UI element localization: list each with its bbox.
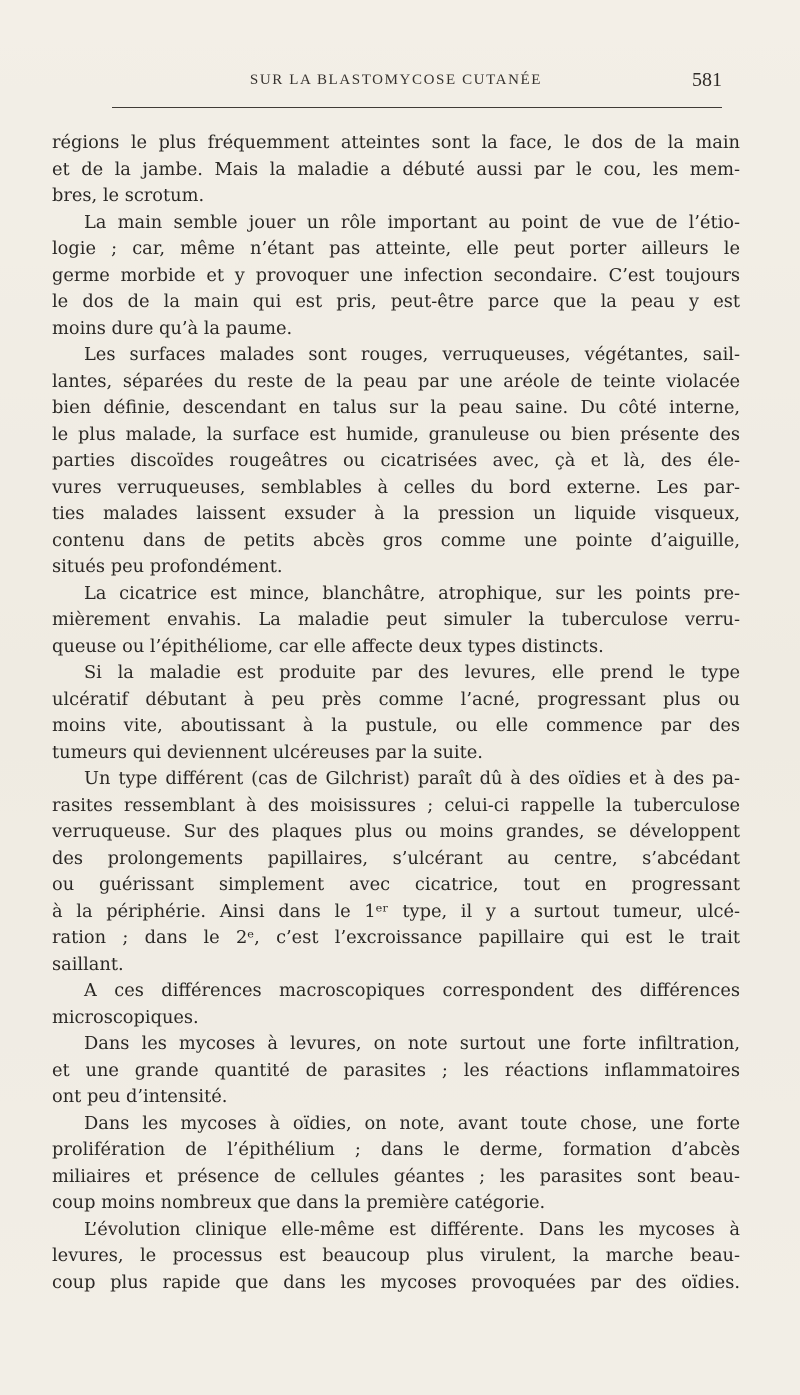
- text-line: ulcératif débutant à peu près comme l’acné, progressant plus ou: [52, 688, 740, 710]
- text-line: Si la maladie est produite par des levures, elle prend le type: [84, 662, 740, 683]
- text-line: mièrement envahis. La maladie peut simuler la tuberculose verru-: [52, 609, 740, 630]
- text-line: le plus malade, la surface est humide, granuleuse ou bien présente des: [52, 423, 740, 445]
- text-line: tumeurs qui deviennent ulcéreuses par la suite.: [52, 741, 483, 763]
- text-line: contenu dans de petits abcès gros comme une pointe d’aiguille,: [52, 529, 740, 551]
- text-line: queuse ou l’épithéliome, car elle affecte deux types distincts.: [52, 635, 604, 657]
- text-line: La main semble jouer un rôle important au point de vue de l’étio-: [84, 211, 740, 233]
- text-line: bres, le scrotum.: [52, 185, 205, 206]
- text-line: ties malades laissent exsuder à la pression un liquide visqueux,: [52, 503, 740, 524]
- text-line: Dans les mycoses à levures, on note surtout une forte infiltration,: [84, 1033, 740, 1054]
- page-number: 581: [692, 69, 722, 91]
- text-line: parties discoïdes rougeâtres ou cicatrisées avec, çà et là, des éle-: [52, 450, 740, 471]
- text-line: à la périphérie. Ainsi dans le 1ᵉʳ type, il y a surtout tumeur, ulcé-: [52, 900, 740, 922]
- text-line: moins dure qu’à la paume.: [52, 317, 293, 339]
- text-line: logie ; car, même n’étant pas atteinte, elle peut porter ailleurs le: [52, 238, 740, 259]
- text-line: saillant.: [52, 953, 124, 975]
- text-line: lantes, séparées du reste de la peau par une aréole de teinte violacée: [52, 370, 740, 392]
- running-title: SUR LA BLASTOMYCOSE CUTANÉE: [249, 72, 543, 88]
- header-rule: [112, 107, 722, 108]
- text-line: régions le plus fréquemment atteintes sont la face, le dos de la main: [52, 132, 740, 153]
- text-line: coup moins nombreux que dans la première catégorie.: [52, 1192, 546, 1213]
- text-line: et une grande quantité de parasites ; les réactions inflammatoires: [52, 1059, 740, 1081]
- text-line: moins vite, aboutissant à la pustule, ou elle commence par des: [52, 715, 740, 736]
- text-line: verruqueuse. Sur des plaques plus ou moins grandes, se développent: [52, 821, 740, 842]
- text-line: germe morbide et y provoquer une infection secondaire. C’est toujours: [52, 264, 740, 286]
- text-line: L’évolution clinique elle-même est différente. Dans les mycoses à: [84, 1218, 740, 1240]
- text-line: microscopiques.: [52, 1006, 199, 1028]
- body-text: [52, 130, 740, 1296]
- text-line: prolifération de l’épithélium ; dans le derme, formation d’abcès: [52, 1139, 740, 1160]
- text-line: et de la jambe. Mais la maladie a débuté aussi par le cou, les mem-: [52, 158, 740, 180]
- text-line: des prolongements papillaires, s’ulcérant au centre, s’abcédant: [52, 847, 740, 869]
- text-line: bien définie, descendant en talus sur la peau saine. Du côté interne,: [52, 397, 740, 418]
- text-line: levures, le processus est beaucoup plus virulent, la marche beau-: [52, 1245, 740, 1266]
- running-head: [60, 70, 732, 100]
- text-line: ou guérissant simplement avec cicatrice, tout en progressant: [52, 874, 740, 895]
- text-line: miliaires et présence de cellules géantes ; les parasites sont beau-: [52, 1165, 740, 1187]
- text-line: Les surfaces malades sont rouges, verruqueuses, végétantes, sail-: [84, 344, 740, 365]
- text-line: situés peu profondément.: [52, 556, 283, 577]
- text-line: rasites ressemblant à des moisissures ; celui-ci rappelle la tuberculose: [52, 794, 740, 816]
- text-line: La cicatrice est mince, blanchâtre, atrophique, sur les points pre-: [84, 582, 740, 604]
- text-line: vures verruqueuses, semblables à celles du bord externe. Les par-: [52, 476, 740, 498]
- text-line: Un type différent (cas de Gilchrist) paraît dû à des oïdies et à des pa-: [84, 768, 740, 789]
- text-line: coup plus rapide que dans les mycoses provoquées par des oïdies.: [52, 1271, 740, 1293]
- text-line: le dos de la main qui est pris, peut-être parce que la peau y est: [52, 291, 740, 312]
- text-line: ration ; dans le 2ᵉ, c’est l’excroissance papillaire qui est le trait: [52, 927, 740, 948]
- text-line: A ces différences macroscopiques correspondent des différences: [84, 980, 740, 1001]
- text-line: Dans les mycoses à oïdies, on note, avant toute chose, une forte: [84, 1112, 740, 1134]
- text-line: ont peu d’intensité.: [52, 1086, 228, 1107]
